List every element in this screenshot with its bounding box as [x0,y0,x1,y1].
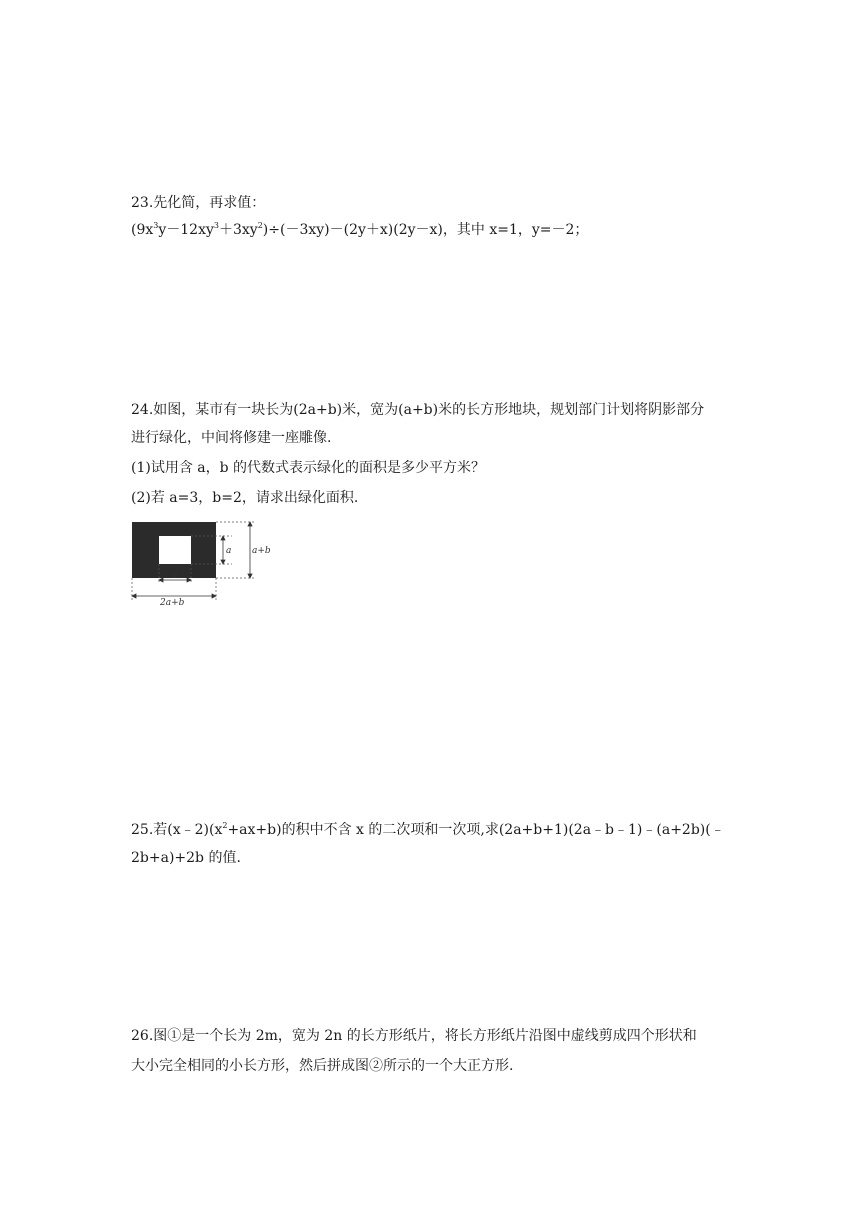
q26-line2: 大小完全相同的小长方形，然后拼成图②所示的一个大正方形. [131,1058,514,1074]
q25-part: 25.若(x﹣2)(x [131,822,223,838]
label-outer-height: a+b [252,546,271,556]
q24-line1: 24.如图，某市有一块长为(2a+b)米，宽为(a+b)米的长方形地块，规划部门计划将阴影部分 [131,402,705,418]
q23-exponent: 2 [257,221,263,230]
q23-exponent: 3 [213,221,219,230]
inner-statue-rect [159,536,191,564]
q25-exponent: 2 [222,821,228,830]
q24-line2: 进行绿化，中间将修建一座雕像. [131,430,332,446]
q26-line1: 26.图①是一个长为 2m，宽为 2n 的长方形纸片，将长方形纸片沿图中虚线剪成四个形状和 [131,1028,697,1044]
q23-exponent: 3 [153,221,159,230]
q24-part1: (1)试用含 a，b 的代数式表示绿化的面积是多少平方米？ [131,460,486,476]
q23-expr-part: ＋3xy [218,222,258,238]
q24-figure [128,516,276,606]
label-inner-width: a [172,571,178,581]
q25-line1 [131,820,725,840]
q23-expression [131,220,588,240]
label-outer-width: 2a+b [160,598,185,606]
q23-title: 23.先化简，再求值： [131,195,266,211]
q25-part: +ax+b)的积中不含 x 的二次项和一次项,求(2a+b+1)(2a﹣b﹣1)﹣(a+2b)(﹣ [227,822,725,838]
q24-part2: (2)若 a=3，b=2，请求出绿化面积. [131,490,359,506]
q23-expr-part: )÷(－3xy)－(2y＋x)(2y－x)，其中 x=1，y=－2； [262,222,589,238]
label-inner-height: a [226,546,232,556]
q23-expr-part: y－12xy [158,222,214,238]
q25-line2: 2b+a)+2b 的值. [131,850,241,866]
q23-expr-part: (9x [131,222,154,238]
